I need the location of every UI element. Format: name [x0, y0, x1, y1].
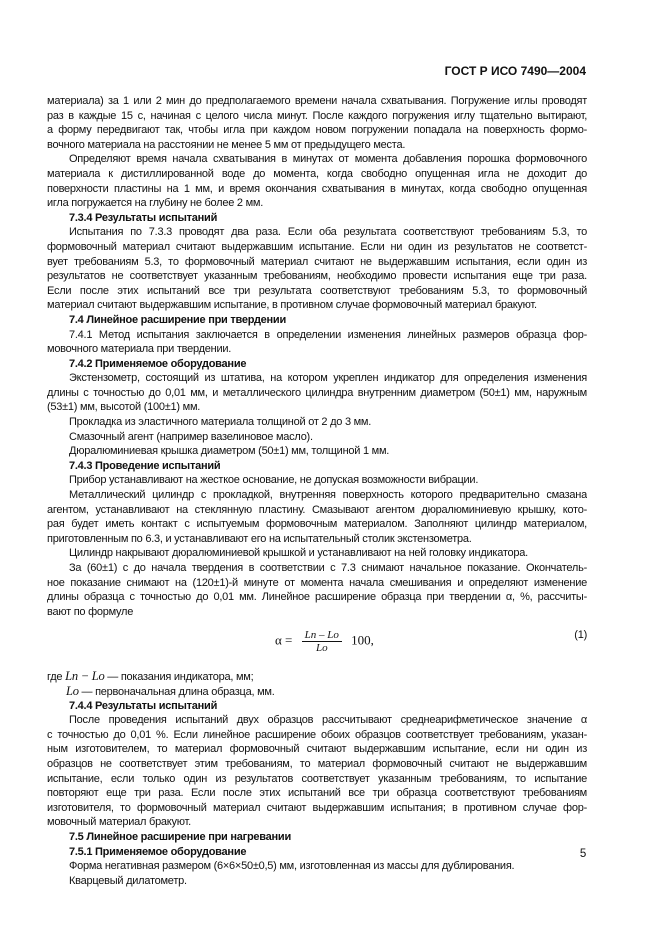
text-line: с точностью до 0,01 %. Если линейное расширение обоих образцов соответствует требованиям, указан- [47, 728, 587, 741]
formula-expression [275, 629, 374, 654]
formula-denominator: Lо [315, 642, 328, 655]
paragraph [47, 874, 587, 889]
text-line: раз в каждые 15 с, начиная с целого числа минут. После каждого погружения иглу тщательно вытирают, [47, 109, 587, 122]
text-line: 7.3.4 Результаты испытаний [69, 211, 218, 224]
text-line: 7.4.2 Применяемое оборудование [69, 357, 247, 370]
where-prefix: где [47, 671, 63, 684]
section-heading [47, 845, 587, 860]
paragraph [47, 473, 587, 488]
section-heading [47, 830, 587, 845]
text-line: длины образца с точностью до 0,01 мм. Линейное расширение образца при твердении α, %, рассчиты- [47, 591, 587, 604]
text-line: образцов не соответствует этим требованиям, то материал формовочный считают не выдержавшим [47, 757, 587, 770]
text-line: вочного материала на расстоянии не менее 5 мм от предыдущего места. [47, 138, 406, 151]
text-line: поверхности пластины на 1 мм, и время окончания схватывания в минутах, когда свободно опущенная [47, 182, 587, 195]
paragraph [47, 444, 587, 459]
text-line: 7.5.1 Применяемое оборудование [69, 845, 247, 858]
text-line: Прокладка из эластичного материала толщиной от 2 до 3 мм. [69, 416, 372, 429]
paragraph [47, 430, 587, 445]
equation-number: (1) [574, 629, 587, 642]
where-line [47, 669, 587, 684]
paragraph [47, 488, 587, 546]
where-text: — показания индикатора, мм; [107, 671, 254, 684]
where-line [47, 684, 587, 699]
text-line: Форма негативная размером (6×6×50±0,5) мм, изготовленная из массы для дублирования. [69, 860, 515, 873]
paragraph [47, 225, 587, 313]
text-line: Экстензометр, состоящий из штатива, на котором укреплен индикатор для определения изменения [69, 372, 587, 385]
text-line: (53±1) мм, высотой (100±1) мм. [47, 401, 201, 414]
text-line: приготовленным по 6.3, и устанавливают его на испытательный столик экстензометра. [47, 532, 472, 545]
paragraph [47, 415, 587, 430]
text-line: Цилиндр накрывают дюралюминиевой крышкой и устанавливают на ней головку индикатора. [69, 547, 528, 560]
text-line: Прибор устанавливают на жесткое основание, не допуская возможности вибрации. [69, 474, 479, 487]
paragraph [47, 546, 587, 561]
text-line: игла погружается на глубину не более 2 мм. [47, 197, 263, 210]
section-before-formula [47, 94, 587, 619]
text-line: 7.5 Линейное расширение при нагревании [69, 830, 291, 843]
text-line: мовочного материала при твердении. [47, 343, 232, 356]
text-line: а форму передвигают так, чтобы игла при каждом новом погружении попадала на поверхность формо- [47, 124, 587, 137]
text-line: ным изготовителем, то материал формовочный считают выдержавшим испытание, если ни один из [47, 743, 587, 756]
section-heading [47, 313, 587, 328]
section-heading [47, 459, 587, 474]
text-line: За (60±1) с до начала твердения в соответствии с 7.3 снимают начальное показание. Окончатель- [69, 562, 587, 574]
text-line: вует требованиям 5.3, то формовочный материал считают не выдержавшим испытания, если один из [47, 255, 587, 268]
text-line: формовочный материал считают выдержавшим испытание. Если ни один из результатов не соответст- [47, 240, 587, 253]
text-line: повторяют еще три раза. Если после этих испытаний все три образца соответствуют требованиям [47, 787, 587, 800]
formula-lhs: α = [275, 632, 293, 648]
page-number: 5 [579, 848, 586, 860]
section-heading [47, 357, 587, 372]
text-line: Если после этих испытаний все три результата соответствуют требованиям 5.3, то формовочный [47, 284, 587, 297]
text-line: материал считают выдержавшим испытание, в противном случае формовочный материал бракуют. [47, 299, 537, 312]
text-line: Определяют время начала схватывания в минутах от момента добавления порошка формовочного [69, 153, 587, 166]
text-line: 7.4.3 Проведение испытаний [69, 459, 221, 472]
formula-numerator: Lп – Lо [302, 629, 342, 642]
formula-1 [47, 619, 587, 669]
section-heading [47, 211, 587, 226]
paragraph [47, 94, 587, 152]
formula-factor: 100, [351, 632, 374, 648]
text-line: агентом, устанавливают на стеклянную пластину. Смазывают агентом дюралюминиевую крышку, кото- [47, 503, 587, 516]
paragraph [47, 152, 587, 210]
text-line: испытание, если только один из результатов соответствует указанным требованиям, то испытание [47, 772, 587, 785]
where-symbol: Lо [66, 683, 79, 698]
text-line: материала к дистиллированной воде до момента, когда свободно опущенная игла не доходит до [47, 167, 587, 180]
paragraph [47, 328, 587, 357]
where-text: — первоначальная длина образца, мм. [81, 685, 275, 698]
text-line: Смазочный агент (например вазелиновое масло). [69, 430, 313, 443]
section-after-formula [47, 699, 587, 889]
text-line: 7.4.4 Результаты испытаний [69, 699, 218, 712]
where-symbol: Lп − Lо [65, 669, 105, 684]
text-line: ное показание снимают на (120±1)-й минуте от момента начала смешивания и определяют изменение [47, 576, 587, 589]
text-line: Дюралюминиевая крышка диаметром (50±1) мм, толщиной 1 мм. [69, 445, 390, 458]
paragraph [47, 371, 587, 415]
text-line: длины с точностью до 0,01 мм, и металлического цилиндра внутренним диаметром (50±1) мм, наружным [47, 386, 587, 399]
text-line: вают по формуле [47, 605, 134, 618]
text-line: изготовителя, то формовочный материал считают выдержавшим испытания; в противном случае фор- [47, 801, 587, 814]
text-line: рая будет иметь контакт с испытуемым формовочным материалом. Заполняют цилиндр материалом, [47, 518, 587, 531]
document-body [47, 94, 587, 888]
text-line: Испытания по 7.3.3 проводят два раза. Если оба результата соответствуют требованиям 5.3, то [69, 226, 587, 239]
document-header: ГОСТ Р ИСО 7490—2004 [444, 64, 586, 78]
paragraph [47, 713, 587, 830]
text-line: После проведения испытаний двух образцов рассчитывают среднеарифметическое значение α [69, 714, 587, 727]
text-line: 7.4.1 Метод испытания заключается в определении изменения линейных размеров образца фор- [69, 328, 587, 341]
text-line: мовочный материал бракуют. [47, 816, 191, 829]
text-line: материала) за 1 или 2 мин до предполагаемого времени начала схватывания. Погружение иглы проводят [47, 95, 587, 107]
text-line: Кварцевый дилатометр. [69, 874, 187, 887]
text-line: результатов не соответствует указанным требованиям, необходимо провести испытания еще три раза. [47, 270, 587, 283]
paragraph [47, 859, 587, 874]
text-line: 7.4 Линейное расширение при твердении [69, 313, 286, 326]
section-heading [47, 699, 587, 714]
text-line: Металлический цилиндр с прокладкой, внутренняя поверхность которого предварительно смазана [69, 489, 587, 502]
paragraph [47, 561, 587, 619]
formula-fraction [302, 629, 342, 654]
